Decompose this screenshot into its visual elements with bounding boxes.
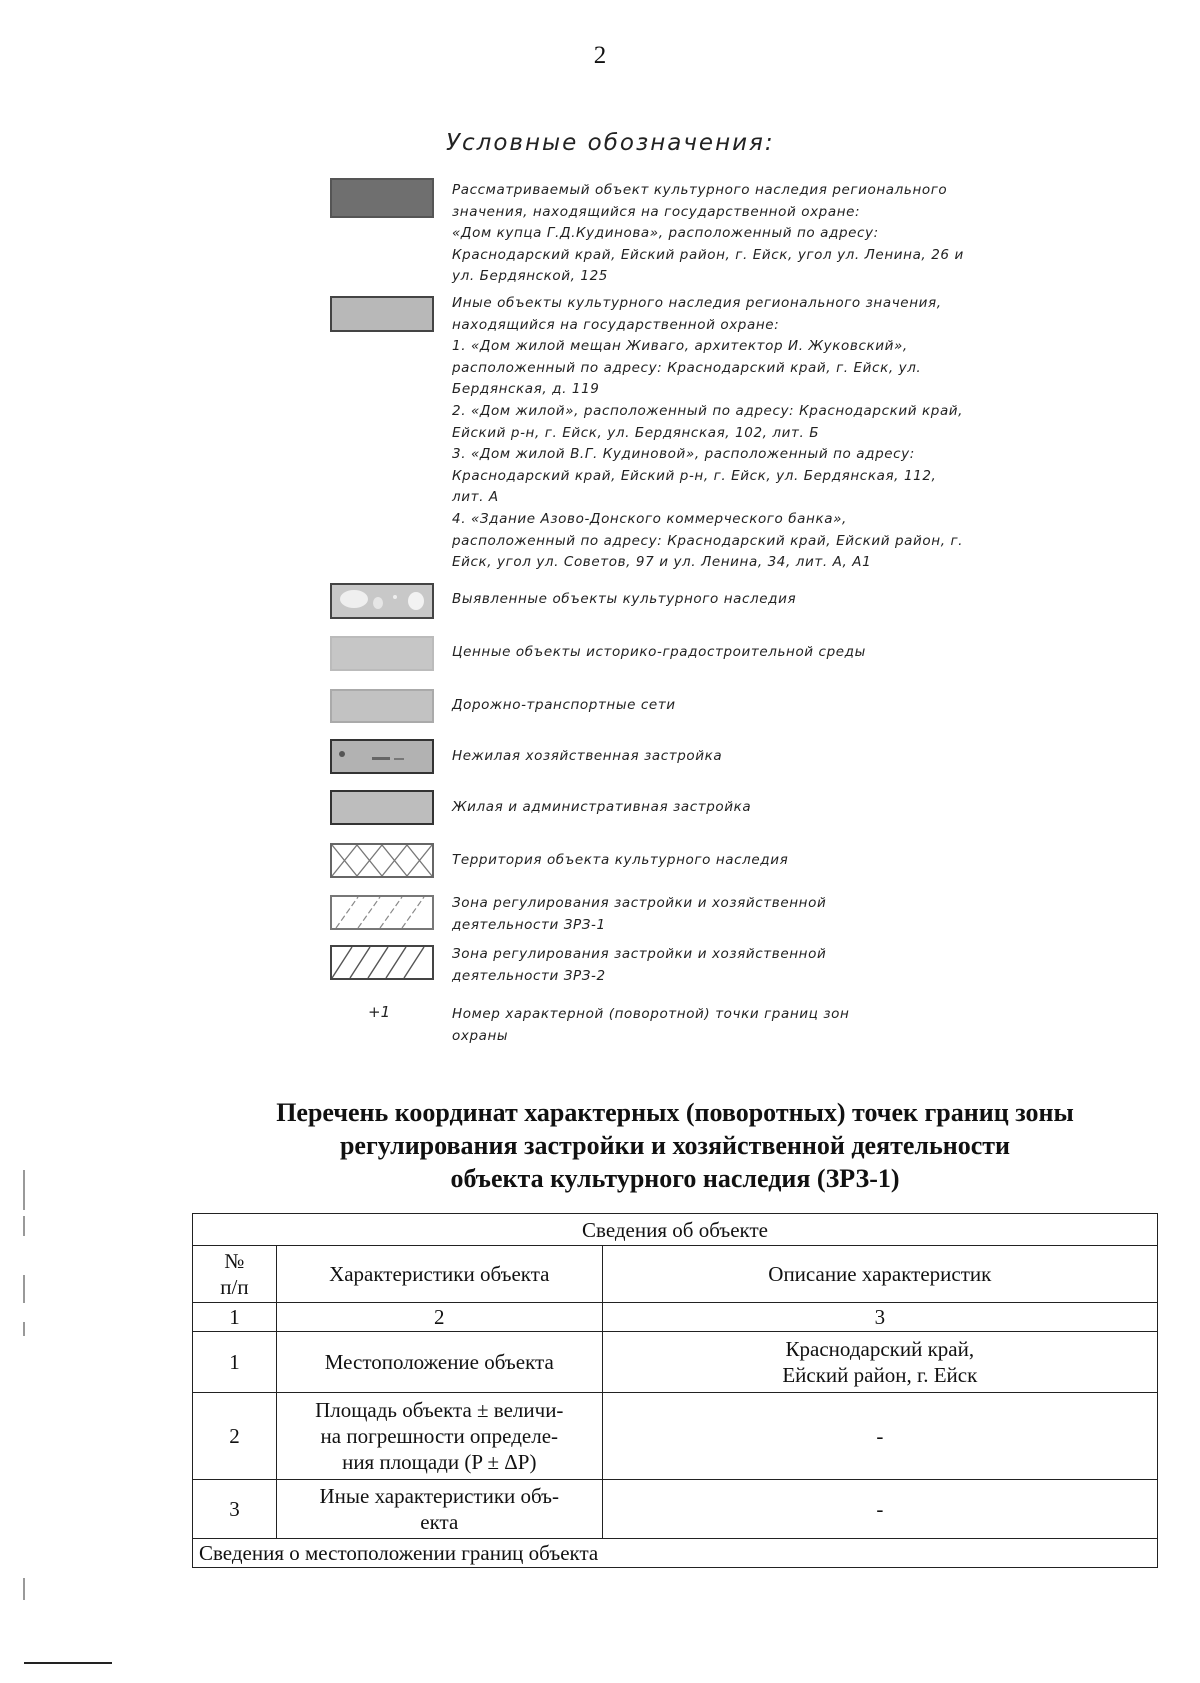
table-header-row xyxy=(193,1246,1158,1303)
residential-swatch xyxy=(330,790,434,825)
other-heritage-swatch xyxy=(330,296,434,332)
legend-text: Зона регулирования застройки и хозяйственной деятельности ЗРЗ-2 xyxy=(452,946,827,984)
margin-mark xyxy=(23,1275,25,1303)
legend-text: Нежилая хозяйственная застройка xyxy=(452,748,723,764)
legend-text: Зона регулирования застройки и хозяйственной деятельности ЗРЗ-1 xyxy=(452,895,827,933)
row-number: 3 xyxy=(193,1480,277,1539)
zrz-1-swatch xyxy=(330,895,434,930)
margin-mark xyxy=(23,1216,25,1236)
legend-text: Номер характерной (поворотной) точки границ зон охраны xyxy=(452,1006,850,1044)
table-caption: Сведения об объекте xyxy=(193,1214,1158,1246)
legend-text: Выявленные объекты культурного наследия xyxy=(452,591,797,607)
row-description: - xyxy=(602,1480,1157,1539)
table-row xyxy=(193,1332,1158,1393)
turning-point-marker: +1 xyxy=(368,1003,391,1021)
considered-object-swatch xyxy=(330,178,434,218)
document-heading xyxy=(0,1096,1200,1195)
header-characteristics: Характеристики объекта xyxy=(276,1246,602,1303)
table-caption-row xyxy=(193,1214,1158,1246)
object-info-table xyxy=(192,1213,1158,1568)
legend-text: Рассматриваемый объект культурного наследия регионального значения, находящийся на государственной охране: «Дом купца Г.Д.Кудинова», расположенный по адресу: Краснодарский край, Ейский район, г. Ейск, угол ул. Ленина, 26 и ул. Бердянской, 125 xyxy=(452,182,964,285)
margin-mark xyxy=(23,1578,25,1600)
index-cell: 3 xyxy=(602,1303,1157,1332)
heading-line: объекта культурного наследия (ЗРЗ-1) xyxy=(450,1164,900,1193)
table-footer: Сведения о местоположении границ объекта xyxy=(193,1539,1158,1568)
row-number: 1 xyxy=(193,1332,277,1393)
row-description: Краснодарский край, Ейский район, г. Ейск xyxy=(602,1332,1157,1393)
legend-title: Условные обозначения: xyxy=(446,130,775,156)
legend-text: Ценные объекты историко-градостроительной среды xyxy=(452,644,866,660)
row-description: - xyxy=(602,1393,1157,1480)
table-footer-row xyxy=(193,1539,1158,1568)
road-networks-swatch xyxy=(330,689,434,723)
row-characteristic: Иные характеристики объ- екта xyxy=(276,1480,602,1539)
heritage-territory-swatch xyxy=(330,843,434,878)
margin-mark xyxy=(23,1322,25,1336)
bottom-divider xyxy=(24,1662,112,1664)
margin-mark xyxy=(23,1170,25,1210)
page-number: 2 xyxy=(593,42,607,69)
zrz-2-swatch xyxy=(330,945,434,980)
legend-text: Иные объекты культурного наследия регионального значения, находящийся на государственной охране: 1. «Дом жилой мещан Живаго, архитектор И. Жуковский», расположенный по адресу: Краснодарский край, г. Ейск, ул. Бердянская, д. 119 2. «Дом жилой», расположенный по адресу: Краснодарский край, Ейский р-н, г. Ейск, ул. Бердянская, 102, лит. Б 3. «Дом жилой В.Г. Кудиновой», расположенный по адресу: Краснодарский край, Ейский р-н, г. Ейск, ул. Бердянская, 112, лит. А 4. «Здание Азово-Донского коммерческого банка», расположенный по адресу: Краснодарский край, Ейский район, г. Ейск, угол ул. Советов, 97 и ул. Ленина, 34, лит. А, А1 xyxy=(452,295,964,571)
table-index-row xyxy=(193,1303,1158,1332)
row-number: 2 xyxy=(193,1393,277,1480)
valuable-objects-swatch xyxy=(330,636,434,671)
table-row xyxy=(193,1393,1158,1480)
heading-line: регулирования застройки и хозяйственной деятельности xyxy=(339,1131,1011,1160)
row-characteristic: Местоположение объекта xyxy=(276,1332,602,1393)
heading-line: Перечень координат характерных (поворотных) точек границ зоны xyxy=(276,1098,1074,1127)
index-cell: 1 xyxy=(193,1303,277,1332)
index-cell: 2 xyxy=(276,1303,602,1332)
header-number: № п/п xyxy=(193,1246,277,1303)
legend-text: Жилая и административная застройка xyxy=(452,799,752,815)
legend-text: Территория объекта культурного наследия xyxy=(452,852,789,868)
legend-text: Дорожно-транспортные сети xyxy=(452,697,676,713)
non-residential-swatch xyxy=(330,739,434,774)
table-row xyxy=(193,1480,1158,1539)
header-description: Описание характеристик xyxy=(602,1246,1157,1303)
identified-objects-swatch xyxy=(330,583,434,619)
row-characteristic: Площадь объекта ± величи- на погрешности определе- ния площади (P ± ΔP) xyxy=(276,1393,602,1480)
